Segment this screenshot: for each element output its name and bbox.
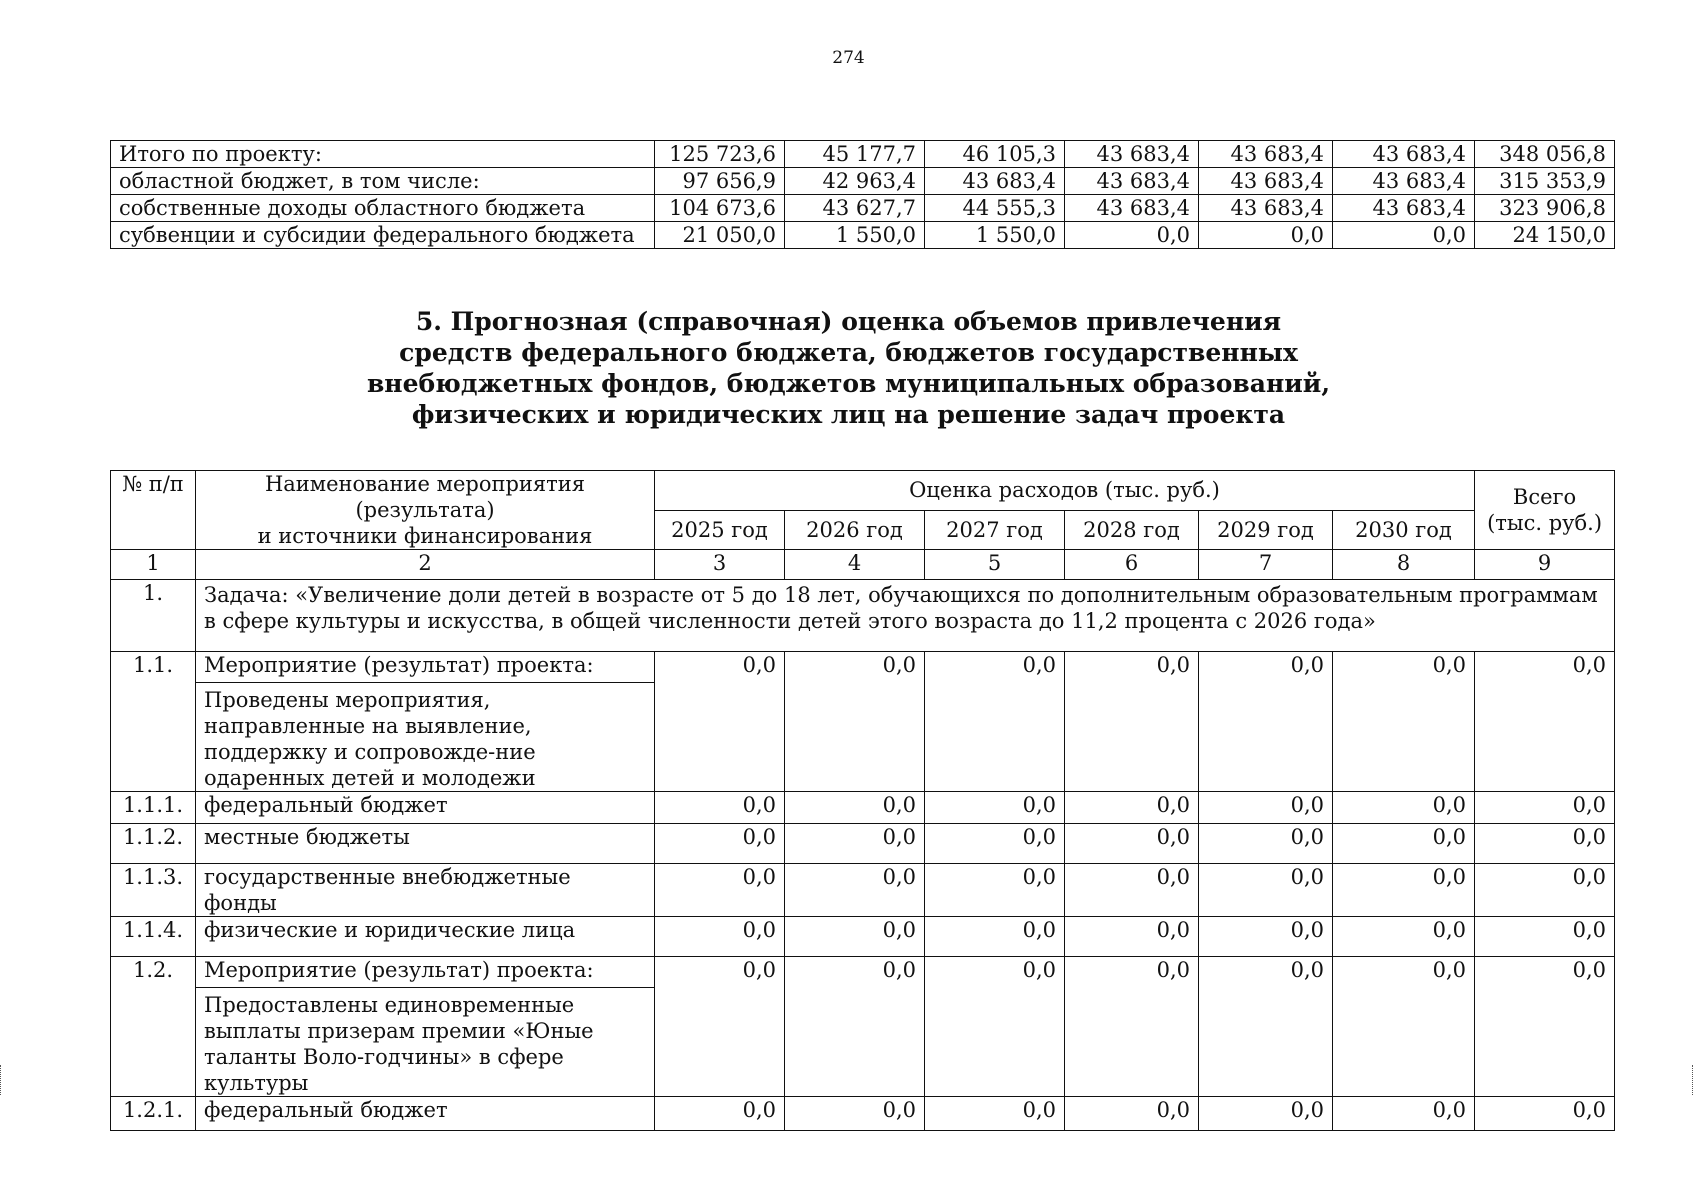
row-label: физические и юридические лица (204, 918, 576, 942)
row-value: 0,0 (785, 864, 925, 917)
summary-value: 323 906,8 (1475, 195, 1615, 222)
table-row (111, 792, 1615, 824)
table-row (111, 864, 1615, 917)
row-name (196, 1097, 655, 1131)
summary-value: 0,0 (1199, 222, 1333, 249)
summary-label: Итого по проекту: (111, 141, 655, 168)
scan-mark-left (0, 1065, 5, 1095)
header-name-line2: и источники финансирования (257, 524, 593, 548)
row-value: 0,0 (925, 864, 1065, 917)
row-name (196, 792, 655, 824)
column-number: 6 (1065, 550, 1199, 580)
row-value: 0,0 (1065, 652, 1199, 792)
row-value: 0,0 (655, 824, 785, 864)
table-row (111, 652, 1615, 792)
column-number: 8 (1333, 550, 1475, 580)
summary-value: 43 683,4 (1199, 195, 1333, 222)
section-title-line: 5. Прогнозная (справочная) оценка объемов привлечения (415, 307, 1282, 336)
summary-value: 348 056,8 (1475, 141, 1615, 168)
column-number: 4 (785, 550, 925, 580)
row-label: федеральный бюджет (204, 793, 448, 817)
row-value: 0,0 (1333, 652, 1475, 792)
row-label: Мероприятие (результат) проекта: (204, 653, 594, 677)
header-year: 2025 год (655, 510, 785, 550)
summary-row (111, 195, 1615, 222)
summary-value: 43 683,4 (1333, 195, 1475, 222)
row-index: 1.1.2. (111, 824, 196, 864)
header-name-line1: Наименование мероприятия (результата) (264, 472, 586, 522)
row-value: 0,0 (1065, 792, 1199, 824)
header-year: 2027 год (925, 510, 1065, 550)
task-row (111, 580, 1615, 652)
row-value: 0,0 (1475, 1097, 1615, 1131)
row-value: 0,0 (1199, 824, 1333, 864)
summary-value: 97 656,9 (655, 168, 785, 195)
row-value: 0,0 (1065, 824, 1199, 864)
summary-value: 43 683,4 (1065, 141, 1199, 168)
table-row (111, 957, 1615, 1097)
row-value: 0,0 (785, 917, 925, 957)
row-value: 0,0 (655, 1097, 785, 1131)
row-value: 0,0 (655, 917, 785, 957)
row-value: 0,0 (1199, 792, 1333, 824)
summary-label: областной бюджет, в том числе: (111, 168, 655, 195)
task-index: 1. (111, 580, 196, 652)
summary-value: 43 683,4 (1333, 168, 1475, 195)
row-value: 0,0 (1199, 1097, 1333, 1131)
row-label: государственные внебюджетные фонды (204, 865, 571, 915)
row-name (196, 917, 655, 957)
row-sublabel: Проведены мероприятия, направленные на выявление, поддержку и сопровожде-ние одаренных детей и молодежи (196, 682, 654, 791)
row-value: 0,0 (1199, 864, 1333, 917)
row-value: 0,0 (655, 957, 785, 1097)
row-value: 0,0 (1475, 957, 1615, 1097)
row-index: 1.2. (111, 957, 196, 1097)
header-year: 2029 год (1199, 510, 1333, 550)
row-value: 0,0 (1475, 792, 1615, 824)
row-value: 0,0 (925, 1097, 1065, 1131)
column-number: 9 (1475, 550, 1615, 580)
header-estimate: Оценка расходов (тыс. руб.) (655, 471, 1475, 511)
header-num: № п/п (111, 471, 196, 550)
row-label: местные бюджеты (204, 825, 410, 849)
column-number: 3 (655, 550, 785, 580)
row-index: 1.1.3. (111, 864, 196, 917)
row-index: 1.1. (111, 652, 196, 792)
header-name (196, 471, 655, 550)
summary-value: 43 683,4 (1199, 141, 1333, 168)
summary-value: 104 673,6 (655, 195, 785, 222)
summary-row (111, 141, 1615, 168)
row-value: 0,0 (1333, 957, 1475, 1097)
summary-value: 44 555,3 (925, 195, 1065, 222)
row-value: 0,0 (925, 792, 1065, 824)
table-row (111, 824, 1615, 864)
section-title-line: средств федерального бюджета, бюджетов государственных (399, 338, 1298, 367)
summary-value: 46 105,3 (925, 141, 1065, 168)
summary-value: 43 627,7 (785, 195, 925, 222)
row-name (196, 864, 655, 917)
header-total (1475, 471, 1615, 550)
section-title-line: внебюджетных фондов, бюджетов муниципальных образований, (366, 369, 1331, 398)
page-number: 274 (832, 48, 865, 68)
row-value: 0,0 (1199, 652, 1333, 792)
summary-value: 43 683,4 (1199, 168, 1333, 195)
header-year: 2028 год (1065, 510, 1199, 550)
row-value: 0,0 (1333, 864, 1475, 917)
task-text: Задача: «Увеличение доли детей в возрасте от 5 до 18 лет, обучающихся по дополнительным образовательным программам в сфере культуры и искусства, в общей численности детей этого возраста до 11,2 процента с 2026 года» (196, 580, 1615, 652)
section-title-line: физических и юридических лиц на решение задач проекта (411, 400, 1286, 429)
row-value: 0,0 (1475, 824, 1615, 864)
row-value: 0,0 (655, 792, 785, 824)
summary-value: 0,0 (1333, 222, 1475, 249)
row-name (196, 824, 655, 864)
row-index: 1.1.4. (111, 917, 196, 957)
header-total-line2: (тыс. руб.) (1487, 511, 1603, 535)
scan-mark-right (1692, 1065, 1697, 1095)
summary-value: 43 683,4 (925, 168, 1065, 195)
row-value: 0,0 (925, 957, 1065, 1097)
row-value: 0,0 (1333, 824, 1475, 864)
row-value: 0,0 (925, 824, 1065, 864)
section-title (0, 306, 1697, 430)
summary-label: субвенции и субсидии федерального бюджета (111, 222, 655, 249)
summary-value: 1 550,0 (785, 222, 925, 249)
summary-value: 42 963,4 (785, 168, 925, 195)
row-name (196, 957, 655, 1097)
financing-table (110, 470, 1615, 1131)
row-value: 0,0 (1333, 1097, 1475, 1131)
header-total-line1: Всего (1512, 485, 1577, 509)
summary-value: 0,0 (1065, 222, 1199, 249)
row-value: 0,0 (785, 652, 925, 792)
summary-value: 43 683,4 (1065, 168, 1199, 195)
summary-value: 43 683,4 (1333, 141, 1475, 168)
row-value: 0,0 (1333, 917, 1475, 957)
header-year: 2030 год (1333, 510, 1475, 550)
summary-value: 1 550,0 (925, 222, 1065, 249)
row-value: 0,0 (1065, 917, 1199, 957)
summary-value: 24 150,0 (1475, 222, 1615, 249)
row-value: 0,0 (1475, 864, 1615, 917)
row-sublabel: Предоставлены единовременные выплаты призерам премии «Юные таланты Воло-годчины» в сфере культуры (196, 987, 654, 1096)
row-value: 0,0 (1475, 652, 1615, 792)
row-value: 0,0 (1065, 1097, 1199, 1131)
column-number: 1 (111, 550, 196, 580)
summary-label: собственные доходы областного бюджета (111, 195, 655, 222)
row-value: 0,0 (785, 957, 925, 1097)
row-value: 0,0 (925, 917, 1065, 957)
summary-value: 43 683,4 (1065, 195, 1199, 222)
row-name (196, 652, 655, 792)
row-value: 0,0 (1199, 917, 1333, 957)
row-value: 0,0 (1199, 957, 1333, 1097)
row-index: 1.1.1. (111, 792, 196, 824)
column-number: 5 (925, 550, 1065, 580)
row-label: Мероприятие (результат) проекта: (204, 958, 594, 982)
row-value: 0,0 (1065, 864, 1199, 917)
row-value: 0,0 (1475, 917, 1615, 957)
summary-value: 45 177,7 (785, 141, 925, 168)
summary-row (111, 222, 1615, 249)
summary-row (111, 168, 1615, 195)
table-row (111, 917, 1615, 957)
summary-table (110, 140, 1615, 249)
row-value: 0,0 (785, 824, 925, 864)
column-number: 2 (196, 550, 655, 580)
row-value: 0,0 (1065, 957, 1199, 1097)
summary-value: 21 050,0 (655, 222, 785, 249)
column-number: 7 (1199, 550, 1333, 580)
row-value: 0,0 (655, 864, 785, 917)
summary-value: 315 353,9 (1475, 168, 1615, 195)
row-value: 0,0 (925, 652, 1065, 792)
row-value: 0,0 (785, 1097, 925, 1131)
row-value: 0,0 (655, 652, 785, 792)
row-label: федеральный бюджет (204, 1098, 448, 1122)
header-year: 2026 год (785, 510, 925, 550)
summary-value: 125 723,6 (655, 141, 785, 168)
row-value: 0,0 (785, 792, 925, 824)
row-index: 1.2.1. (111, 1097, 196, 1131)
table-row (111, 1097, 1615, 1131)
row-value: 0,0 (1333, 792, 1475, 824)
